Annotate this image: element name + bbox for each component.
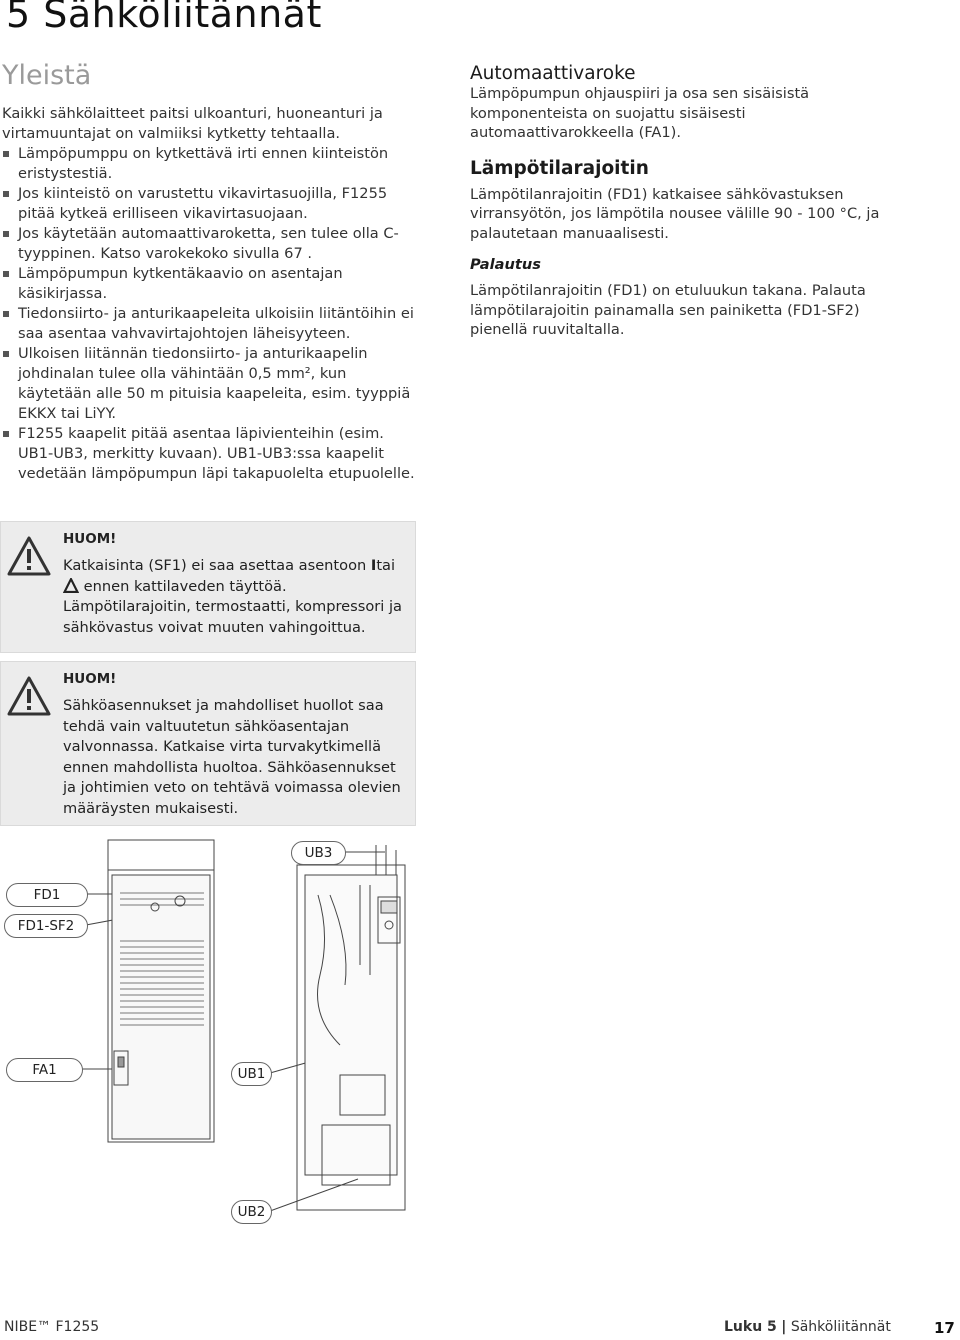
heading-lampotilarajoitin: Lämpötilarajoitin: [470, 157, 649, 179]
bullet-item: Tiedonsiirto- ja anturikaapeleita ulkoisiin liitäntöihin ei saa asentaa vahvavirtajohtojen läheisyyteen.: [2, 304, 420, 344]
paragraph-reset: Lämpötilanrajoitin (FD1) on etuluukun takana. Palauta lämpötilarajoitin painamalla sen painiketta (FD1-SF2) pienellä ruuvitaltalla.: [470, 282, 866, 338]
notice-title: HUOM!: [63, 531, 117, 547]
notice-text: Sähköasennukset ja mahdolliset huollot saa tehdä vain valtuutetun sähköasentajan valvonnassa. Katkaise virta turvakytkimellä ennen mahdollista huoltoa. Sähköasennukset ja johtimien veto on tehtävä voimassa olevien määräysten mukaisesti.: [63, 697, 401, 817]
label-fd1: FD1: [6, 883, 88, 907]
label-ub2: UB2: [231, 1200, 272, 1224]
footer-brand: NIBE™ F1255: [4, 1319, 100, 1335]
heat-pump-figure: [0, 835, 960, 1230]
footer-chapter: [724, 1319, 891, 1335]
bullet-item: Lämpöpumppu on kytkettävä irti ennen kiinteistön eristystestiä.: [2, 144, 420, 184]
label-ub3: UB3: [291, 841, 346, 865]
notice-text-part: Katkaisinta (SF1) ei saa asettaa asentoon: [63, 557, 367, 574]
footer-separator: |: [781, 1319, 787, 1335]
switch-position-i-symbol: I: [370, 557, 377, 574]
bullet-item: F1255 kaapelit pitää asentaa läpivienteihin (esim. UB1-UB3, merkitty kuvaan). UB1-UB3:ssa kaapelit vedetään lämpöpumpun läpi takapuolelta etupuolelle.: [2, 424, 420, 484]
notice-title: HUOM!: [63, 671, 117, 687]
left-column: [2, 104, 420, 484]
paragraph-fd1: Lämpötilanrajoitin (FD1) katkaisee sähkövastuksen virransyötön, jos lämpötila nousee välille 90 - 100 °C, ja palautetaan manuaalisesti.: [470, 185, 880, 242]
footer-chapter-title: Sähköliitännät: [790, 1319, 891, 1335]
notice-box-1: [0, 521, 416, 653]
warning-icon: [7, 676, 51, 716]
subheading-palautus: Palautus: [470, 256, 541, 273]
bullet-item: Jos käytetään automaattivaroketta, sen tulee olla C-tyyppinen. Katso varokekoko sivulla 67 .: [2, 224, 420, 264]
bullet-item: Ulkoisen liitännän tiedonsiirto- ja anturikaapelin johdinalan tulee olla vähintään 0,5 mm², kun käytetään alle 50 m pituisia kaapeleita, esim. tyyppiä EKKX tai LiYY.: [2, 344, 420, 424]
intro-paragraph: Kaikki sähkölaitteet paitsi ulkoanturi, huoneanturi ja virtamuuntajat on valmiiksi kytketty tehtaalla.: [2, 105, 383, 142]
bullet-list: [2, 144, 420, 484]
notice-text-part: tai: [376, 557, 396, 574]
section-title: Yleistä: [2, 60, 92, 91]
bullet-item: Jos kiinteistö on varustettu vikavirtasuojilla, F1255 pitää kytkeä erilliseen vikavirtasuojaan.: [2, 184, 420, 224]
right-column: [470, 63, 890, 340]
triangle-standby-icon: [63, 578, 79, 593]
heading-automaattivaroke: Automaattivaroke: [470, 63, 636, 84]
label-fa1: FA1: [6, 1058, 83, 1082]
notice-box-2: [0, 661, 416, 826]
page-number: 17: [934, 1319, 955, 1337]
paragraph-fa1: Lämpöpumpun ohjauspiiri ja osa sen sisäisistä komponenteista on suojattu sisäisesti automaattivarokkeella (FA1).: [470, 85, 810, 141]
label-ub1: UB1: [231, 1062, 272, 1086]
footer-chapter-number: Luku 5: [724, 1319, 777, 1335]
notice-text-part: ennen kattilaveden täyttöä. Lämpötilarajoitin, termostaatti, kompressori ja sähkövastus voivat muuten vahingoittua.: [63, 577, 402, 636]
bullet-item: Lämpöpumpun kytkentäkaavio on asentajan käsikirjassa.: [2, 264, 420, 304]
notice-text: [63, 556, 408, 638]
chapter-title: 5 Sähköliitännät: [6, 0, 322, 36]
warning-icon: [7, 536, 51, 576]
label-fd1-sf2: FD1-SF2: [4, 914, 88, 938]
